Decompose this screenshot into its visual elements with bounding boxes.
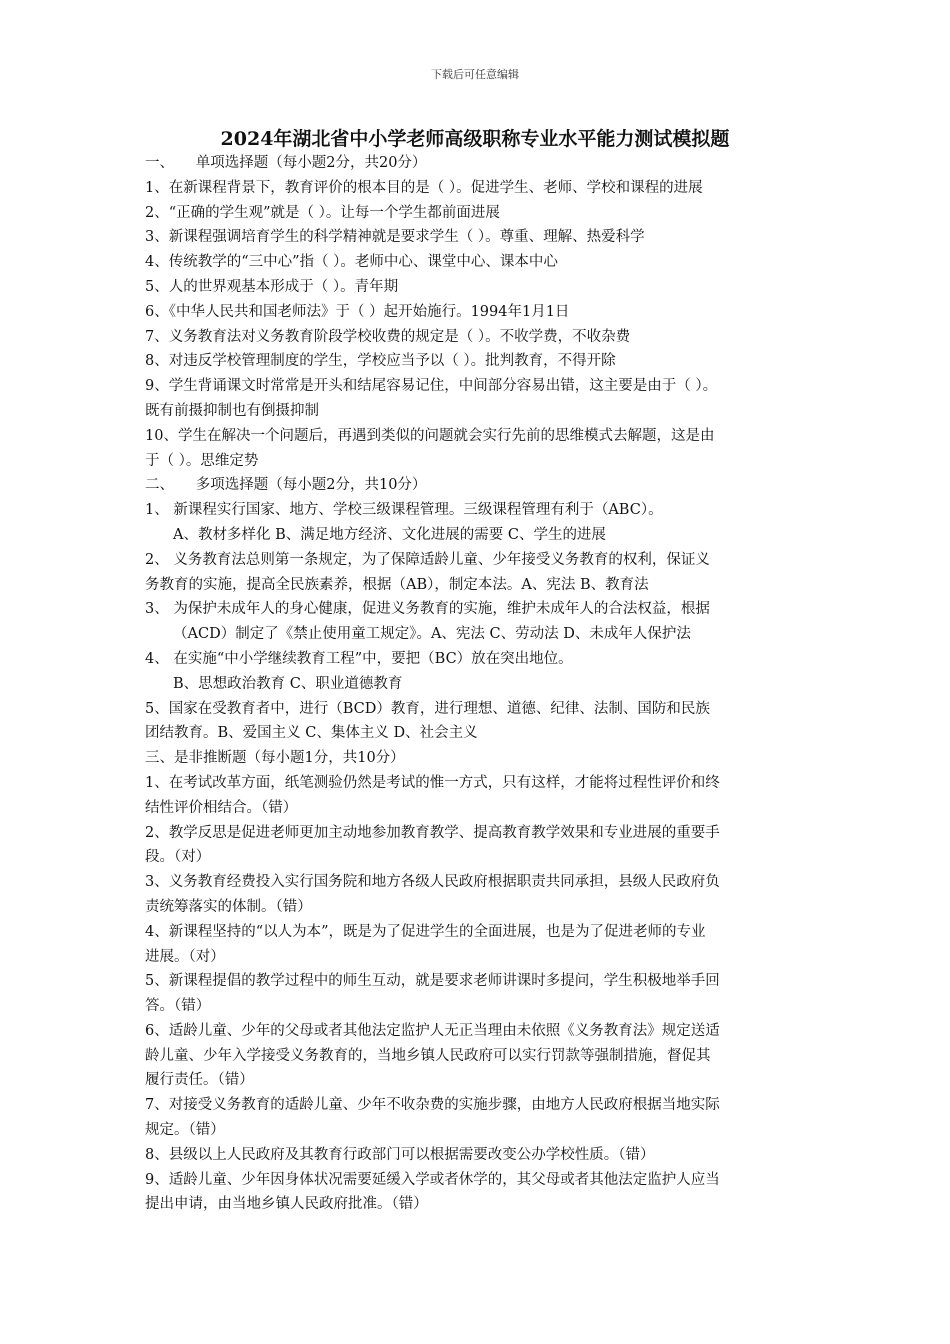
- text-line: 履行责任。（错）: [145, 1072, 254, 1089]
- text-line: 5、国家在受教育者中，进行（BCD）教育，进行理想、道德、纪律、法制、国防和民族: [145, 700, 710, 717]
- text-line: 龄儿童、少年入学接受义务教育的，当地乡镇人民政府可以实行罚款等强制措施，督促其: [145, 1047, 711, 1064]
- text-line: 6、适龄儿童、少年的父母或者其他法定监护人无正当理由未依照《义务教育法》规定送适: [145, 1022, 720, 1039]
- text-line: 2、 义务教育法总则第一条规定，为了保障适龄儿童、少年接受义务教育的权利，保证义: [145, 551, 710, 568]
- text-line: 3、 为保护未成年人的身心健康，促进义务教育的实施，维护未成年人的合法权益，根据: [145, 601, 710, 618]
- text-line: 4、 在实施“中小学继续教育工程”中，要把（BC）放在突出地位。: [145, 650, 573, 667]
- text-line: （ACD）制定了《禁止使用童工规定》。A、宪法 C、劳动法 D、未成年人保护法: [173, 626, 691, 643]
- text-line: A、教材多样化 B、满足地方经济、文化进展的需要 C、学生的进展: [173, 526, 606, 543]
- text-line: 9、学生背诵课文时常常是开头和结尾容易记住，中间部分容易出错，这主要是由于（ ）。: [145, 378, 718, 395]
- text-line: 1、在考试改革方面，纸笔测验仍然是考试的惟一方式，只有这样，才能将过程性评价和终: [145, 774, 720, 791]
- text-line: 一、 单项选择题（每小题2分，共20分）: [145, 155, 427, 171]
- text-line: 务教育的实施，提高全民族素养，根据（AB），制定本法。A、宪法 B、教育法: [145, 576, 649, 593]
- text-line: 1、在新课程背景下，教育评价的根本目的是（ ）。促进学生、老师、学校和课程的进展: [145, 179, 703, 196]
- text-line: 二、 多项选择题（每小题2分，共10分）: [145, 477, 427, 494]
- text-line: 2、“正确的学生观”就是（ ）。让每一个学生都前面进展: [145, 204, 500, 221]
- text-line: 3、新课程强调培育学生的科学精神就是要求学生（ ）。尊重、理解、热爱科学: [145, 229, 645, 246]
- text-line: 8、县级以上人民政府及其教育行政部门可以根据需要改变公办学校性质。（错）: [145, 1146, 655, 1163]
- text-line: 9、适龄儿童、少年因身体状况需要延缓入学或者休学的，其父母或者其他法定监护人应当: [145, 1171, 720, 1188]
- text-line: 4、传统教学的“三中心”指（ ）。老师中心、课堂中心、课本中心: [145, 254, 558, 271]
- document-title: 2024年湖北省中小学老师高级职称专业水平能力测试模拟题: [220, 128, 730, 150]
- text-line: B、思想政治教育 C、职业道德教育: [173, 675, 403, 692]
- text-line: 7、义务教育法对义务教育阶段学校收费的规定是（ ）。不收学费，不收杂费: [145, 328, 631, 345]
- text-line: 答。（错）: [145, 998, 211, 1015]
- text-line: 4、新课程坚持的“以人为本”，既是为了促进学生的全面进展，也是为了促进老师的专业: [145, 923, 706, 940]
- text-line: 6、《中华人民共和国老师法》于（ ）起开始施行。1994年1月1日: [145, 303, 570, 320]
- text-line: 规定。（错）: [145, 1122, 225, 1139]
- text-line: 团结教育。B、爱国主义 C、集体主义 D、社会主义: [145, 725, 478, 742]
- text-line: 段。（对）: [145, 849, 211, 866]
- text-line: 于（ ）。思维定势: [145, 452, 259, 469]
- text-line: 5、新课程提倡的教学过程中的师生互动，就是要求老师讲课时多提问，学生积极地举手回: [145, 973, 720, 990]
- text-line: 进展。（对）: [145, 948, 225, 965]
- text-line: 三、是非推断题（每小题1分，共10分）: [145, 750, 405, 767]
- header-note: 下载后可任意编辑: [431, 68, 519, 81]
- text-line: 结性评价相结合。（错）: [145, 799, 298, 816]
- text-line: 3、义务教育经费投入实行国务院和地方各级人民政府根据职责共同承担，县级人民政府负: [145, 874, 720, 891]
- text-line: 责统筹落实的体制。（错）: [145, 898, 312, 915]
- document-body: [145, 151, 813, 1217]
- text-line: 1、 新课程实行国家、地方、学校三级课程管理。三级课程管理有利于（ABC）。: [145, 502, 663, 519]
- text-line: 既有前摄抑制也有倒摄抑制: [145, 402, 319, 419]
- text-line: 5、人的世界观基本形成于（ ）。青年期: [145, 278, 399, 295]
- text-line: 10、学生在解决一个问题后，再遇到类似的问题就会实行先前的思维模式去解题，这是由: [145, 427, 715, 444]
- text-line: 8、对违反学校管理制度的学生，学校应当予以（ ）。批判教育，不得开除: [145, 353, 616, 370]
- text-line: 7、对接受义务教育的适龄儿童、少年不收杂费的实施步骤，由地方人民政府根据当地实际: [145, 1097, 720, 1114]
- text-line: 提出申请，由当地乡镇人民政府批准。（错）: [145, 1196, 428, 1213]
- text-line: 2、教学反思是促进老师更加主动地参加教育教学、提高教育教学效果和专业进展的重要手: [145, 824, 720, 841]
